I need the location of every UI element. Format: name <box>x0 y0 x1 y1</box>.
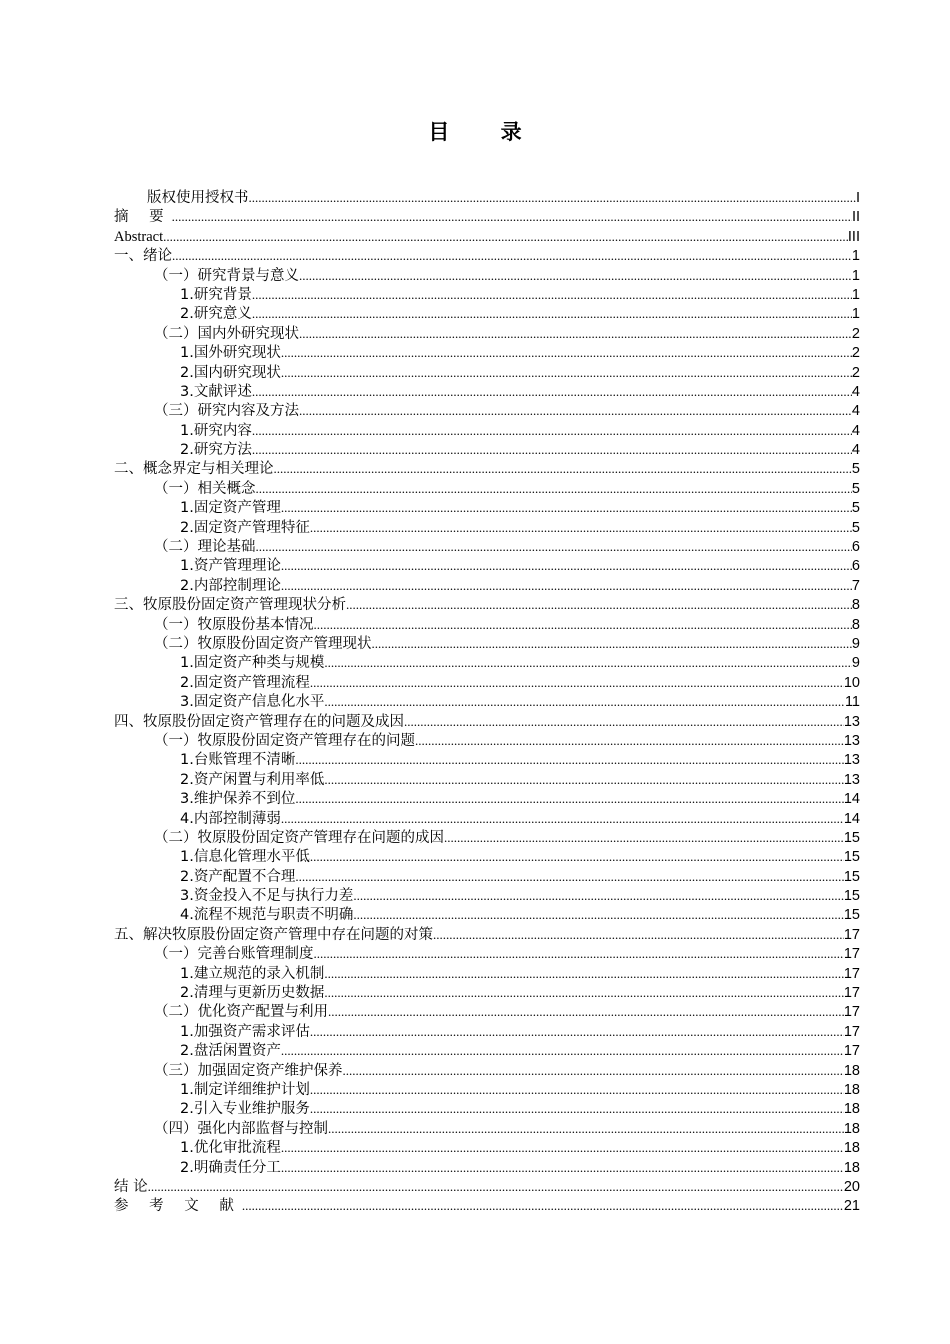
toc-entry-label: 1.台账管理不清晰 <box>180 752 296 769</box>
toc-page-number: 15 <box>843 829 860 846</box>
dot-leader <box>281 556 852 575</box>
toc-page-number: 15 <box>843 888 860 905</box>
dot-leader <box>310 1080 844 1099</box>
dot-leader <box>281 363 852 382</box>
toc-page-number: 4 <box>851 442 860 459</box>
toc-entry-label: 版权使用授权书 <box>147 190 249 206</box>
toc-page-number: 6 <box>851 539 860 556</box>
dot-leader <box>310 673 844 692</box>
table-of-contents <box>114 188 860 1216</box>
toc-entry-label: 2.国内研究现状 <box>180 364 281 381</box>
toc-entry-label: 2.资产闲置与利用率低 <box>180 771 325 788</box>
toc-page-number: 1 <box>851 286 860 303</box>
toc-entry[interactable] <box>114 1196 860 1215</box>
dot-leader <box>324 770 844 789</box>
dot-leader <box>295 867 844 886</box>
dot-leader <box>343 1061 844 1080</box>
toc-page-number: 5 <box>851 461 860 478</box>
toc-entry-label: 2.研究方法 <box>180 442 252 459</box>
toc-page-number: 10 <box>843 674 860 691</box>
toc-entry[interactable] <box>114 576 860 595</box>
dot-leader <box>299 401 852 420</box>
dot-leader <box>281 809 844 828</box>
dot-leader <box>163 227 848 246</box>
dot-leader <box>172 207 852 226</box>
toc-page-number: 13 <box>843 752 860 769</box>
toc-entry[interactable] <box>114 905 860 924</box>
toc-entry[interactable] <box>114 750 860 769</box>
toc-page-number: 20 <box>843 1178 860 1195</box>
toc-entry[interactable] <box>114 1158 860 1177</box>
toc-entry-label: 2.清理与更新历史数据 <box>180 985 325 1002</box>
toc-entry-label: （一）相关概念 <box>154 480 256 497</box>
toc-entry[interactable] <box>114 615 860 634</box>
toc-entry-label: 2.内部控制理论 <box>180 577 281 594</box>
toc-entry-label: （二）国内外研究现状 <box>154 325 299 342</box>
dot-leader <box>324 653 852 672</box>
toc-page-number: 5 <box>851 519 860 536</box>
toc-entry[interactable] <box>114 653 860 672</box>
dot-leader <box>252 304 852 323</box>
toc-entry-label: 1.优化审批流程 <box>180 1140 281 1157</box>
toc-entry-label: 2.明确责任分工 <box>180 1159 281 1176</box>
toc-page-number: III <box>847 228 860 245</box>
toc-page-number: 4 <box>851 403 860 420</box>
toc-entry[interactable] <box>114 401 860 420</box>
toc-entry-label: 二、概念界定与相关理论 <box>114 461 274 478</box>
toc-entry[interactable] <box>114 537 860 556</box>
toc-page-number: 4 <box>851 383 860 400</box>
toc-page-number: 17 <box>843 1004 860 1021</box>
toc-entry-label: 2.研究意义 <box>180 306 252 323</box>
dot-leader <box>281 343 852 362</box>
toc-page-number: 17 <box>843 946 860 963</box>
dot-leader <box>256 479 852 498</box>
dot-leader <box>314 615 852 634</box>
dot-leader <box>353 905 844 924</box>
toc-entry[interactable] <box>114 343 860 362</box>
toc-entry[interactable] <box>114 595 860 614</box>
toc-page-number: 17 <box>843 985 860 1002</box>
toc-entry-label: （四）强化内部监督与控制 <box>154 1120 328 1137</box>
dot-leader <box>148 1177 844 1196</box>
toc-entry[interactable] <box>114 944 860 963</box>
toc-entry-label: 三、牧原股份固定资产管理现状分析 <box>114 597 346 614</box>
toc-entry-label: 1.固定资产种类与规模 <box>180 655 325 672</box>
toc-entry[interactable] <box>114 556 860 575</box>
dot-leader <box>444 828 844 847</box>
toc-entry-label: 2.资产配置不合理 <box>180 868 296 885</box>
toc-entry-label: 摘 要 <box>114 209 172 226</box>
toc-page-number: 18 <box>843 1081 860 1098</box>
dot-leader <box>310 518 852 537</box>
toc-entry[interactable] <box>114 1002 860 1021</box>
toc-entry-label: （一）完善台账管理制度 <box>154 946 314 963</box>
toc-entry[interactable] <box>114 1138 860 1157</box>
toc-page-number: 9 <box>851 655 860 672</box>
toc-entry-label: 结 论 <box>114 1178 148 1195</box>
dot-leader <box>310 1022 844 1041</box>
toc-page-number: 5 <box>851 500 860 517</box>
toc-entry-label: 五、解决牧原股份固定资产管理中存在问题的对策 <box>114 926 433 943</box>
toc-entry[interactable] <box>114 498 860 517</box>
toc-entry[interactable] <box>114 712 860 731</box>
toc-entry-label: 4.流程不规范与职责不明确 <box>180 907 354 924</box>
dot-leader <box>281 576 852 595</box>
toc-entry-label: （一）牧原股份固定资产管理存在的问题 <box>154 732 415 749</box>
dot-leader <box>299 324 852 343</box>
toc-page-number: 18 <box>843 1140 860 1157</box>
toc-entry-label: 2.盘活闲置资产 <box>180 1043 281 1060</box>
dot-leader <box>295 750 844 769</box>
dot-leader <box>281 1158 844 1177</box>
dot-leader <box>281 498 852 517</box>
toc-page-number: 9 <box>851 635 860 652</box>
toc-page-number: 8 <box>851 616 860 633</box>
toc-entry-label: 3.维护保养不到位 <box>180 791 296 808</box>
dot-leader <box>415 731 844 750</box>
toc-entry[interactable] <box>114 692 860 711</box>
toc-entry[interactable] <box>114 886 860 905</box>
toc-entry[interactable] <box>114 518 860 537</box>
toc-entry[interactable] <box>114 324 860 343</box>
toc-entry[interactable] <box>114 809 860 828</box>
toc-page-number: 1 <box>851 267 860 284</box>
toc-page-number: 6 <box>851 558 860 575</box>
dot-leader <box>249 188 856 207</box>
toc-entry[interactable] <box>114 1041 860 1060</box>
toc-entry[interactable] <box>114 964 860 983</box>
toc-entry-label: 1.国外研究现状 <box>180 345 281 362</box>
toc-page-number: 18 <box>843 1120 860 1137</box>
toc-entry[interactable] <box>114 266 860 285</box>
toc-entry[interactable] <box>114 1099 860 1118</box>
dot-leader <box>310 847 844 866</box>
toc-page-number: 8 <box>851 597 860 614</box>
toc-entry[interactable] <box>114 1177 860 1196</box>
toc-entry[interactable] <box>114 285 860 304</box>
toc-entry[interactable] <box>114 731 860 750</box>
toc-entry-label: （一）牧原股份基本情况 <box>154 616 314 633</box>
dot-leader <box>328 1002 844 1021</box>
dot-leader <box>324 964 844 983</box>
dot-leader <box>252 440 852 459</box>
toc-page-number: II <box>851 209 860 226</box>
toc-entry-label: 1.信息化管理水平低 <box>180 849 310 866</box>
toc-page-number: 2 <box>851 345 860 362</box>
toc-entry[interactable] <box>114 789 860 808</box>
toc-entry[interactable] <box>114 867 860 886</box>
toc-entry-label: （三）加强固定资产维护保养 <box>154 1062 343 1079</box>
dot-leader <box>242 1196 844 1215</box>
toc-page-number: 1 <box>851 248 860 265</box>
dot-leader <box>252 285 852 304</box>
toc-page-number: 15 <box>843 849 860 866</box>
toc-entry-label: 1.研究背景 <box>180 286 252 303</box>
toc-entry[interactable] <box>114 440 860 459</box>
dot-leader <box>324 983 844 1002</box>
toc-entry-label: 1.建立规范的录入机制 <box>180 965 325 982</box>
toc-entry[interactable] <box>114 1022 860 1041</box>
toc-entry-label: （二）牧原股份固定资产管理现状 <box>154 635 372 652</box>
toc-page-number: 1 <box>851 306 860 323</box>
dot-leader <box>252 421 852 440</box>
toc-page-number: 7 <box>851 577 860 594</box>
toc-entry[interactable] <box>114 847 860 866</box>
dot-leader <box>274 459 852 478</box>
dot-leader <box>172 246 852 265</box>
toc-page-number: 18 <box>843 1062 860 1079</box>
toc-page-number: 21 <box>843 1198 860 1215</box>
toc-entry-label: 2.固定资产管理特征 <box>180 519 310 536</box>
toc-entry[interactable] <box>114 382 860 401</box>
toc-entry[interactable] <box>114 246 860 265</box>
toc-entry[interactable] <box>114 479 860 498</box>
dot-leader <box>281 1138 844 1157</box>
toc-entry-label: 四、牧原股份固定资产管理存在的问题及成因 <box>114 713 404 730</box>
toc-page-number: 13 <box>843 713 860 730</box>
toc-entry-label: 1.制定详细维护计划 <box>180 1081 310 1098</box>
dot-leader <box>346 595 852 614</box>
dot-leader <box>299 266 852 285</box>
toc-page-number: 5 <box>851 480 860 497</box>
toc-entry-label: 3.固定资产信息化水平 <box>180 694 325 711</box>
toc-entry[interactable] <box>114 459 860 478</box>
toc-entry-label: （一）研究背景与意义 <box>154 267 299 284</box>
dot-leader <box>310 1099 844 1118</box>
dot-leader <box>314 944 844 963</box>
toc-page-number: 15 <box>843 907 860 924</box>
toc-entry-label: 3.资金投入不足与执行力差 <box>180 888 354 905</box>
toc-entry[interactable] <box>114 673 860 692</box>
toc-page-number: 18 <box>843 1101 860 1118</box>
toc-entry-label: 1.加强资产需求评估 <box>180 1023 310 1040</box>
toc-entry-label: 2.引入专业维护服务 <box>180 1101 310 1118</box>
toc-entry-label: 3.文献评述 <box>180 383 252 400</box>
toc-entry[interactable] <box>114 363 860 382</box>
toc-page-number: 15 <box>843 868 860 885</box>
dot-leader <box>324 692 845 711</box>
toc-entry[interactable] <box>114 770 860 789</box>
toc-entry-label: （二）理论基础 <box>154 539 256 556</box>
dot-leader <box>256 537 852 556</box>
toc-entry-label: 参 考 文 献 <box>114 1198 242 1215</box>
dot-leader <box>404 712 844 731</box>
toc-entry-label: 4.内部控制薄弱 <box>180 810 281 827</box>
toc-entry[interactable] <box>114 421 860 440</box>
toc-entry[interactable] <box>114 634 860 653</box>
dot-leader <box>252 382 852 401</box>
toc-entry[interactable] <box>114 983 860 1002</box>
toc-page-number: 13 <box>843 732 860 749</box>
dot-leader <box>295 789 844 808</box>
dot-leader <box>353 886 844 905</box>
toc-page-number: 17 <box>843 965 860 982</box>
toc-entry[interactable] <box>114 304 860 323</box>
toc-page-number: 11 <box>844 694 860 711</box>
toc-entry-label: Abstract <box>114 228 164 245</box>
toc-page-number: 14 <box>843 791 860 808</box>
toc-page-number: 18 <box>843 1159 860 1176</box>
toc-entry[interactable] <box>114 925 860 944</box>
toc-entry[interactable] <box>114 207 860 226</box>
toc-page-number: 17 <box>843 1023 860 1040</box>
toc-entry[interactable] <box>114 1080 860 1099</box>
dot-leader <box>281 1041 844 1060</box>
toc-page-number: I <box>855 190 860 206</box>
dot-leader <box>433 925 844 944</box>
toc-entry[interactable] <box>114 828 860 847</box>
toc-page-number: 17 <box>843 1043 860 1060</box>
toc-page-number: 13 <box>843 771 860 788</box>
dot-leader <box>328 1119 844 1138</box>
toc-page-number: 2 <box>851 364 860 381</box>
toc-page-number: 17 <box>843 926 860 943</box>
toc-entry-label: 1.固定资产管理 <box>180 500 281 517</box>
dot-leader <box>372 634 852 653</box>
toc-entry-label: 1.资产管理理论 <box>180 558 281 575</box>
toc-entry[interactable] <box>114 188 860 207</box>
toc-entry-label: （三）研究内容及方法 <box>154 403 299 420</box>
toc-entry[interactable] <box>114 1119 860 1138</box>
toc-entry[interactable] <box>114 227 860 246</box>
toc-page-number: 14 <box>843 810 860 827</box>
toc-entry-label: 2.固定资产管理流程 <box>180 674 310 691</box>
page-title: 目 录 <box>428 120 544 144</box>
toc-page-number: 4 <box>851 422 860 439</box>
toc-page-number: 2 <box>851 325 860 342</box>
toc-entry-label: （二）牧原股份固定资产管理存在问题的成因 <box>154 829 444 846</box>
toc-entry[interactable] <box>114 1061 860 1080</box>
toc-entry-label: （二）优化资产配置与利用 <box>154 1004 328 1021</box>
toc-entry-label: 一、绪论 <box>114 248 172 265</box>
toc-entry-label: 1.研究内容 <box>180 422 252 439</box>
